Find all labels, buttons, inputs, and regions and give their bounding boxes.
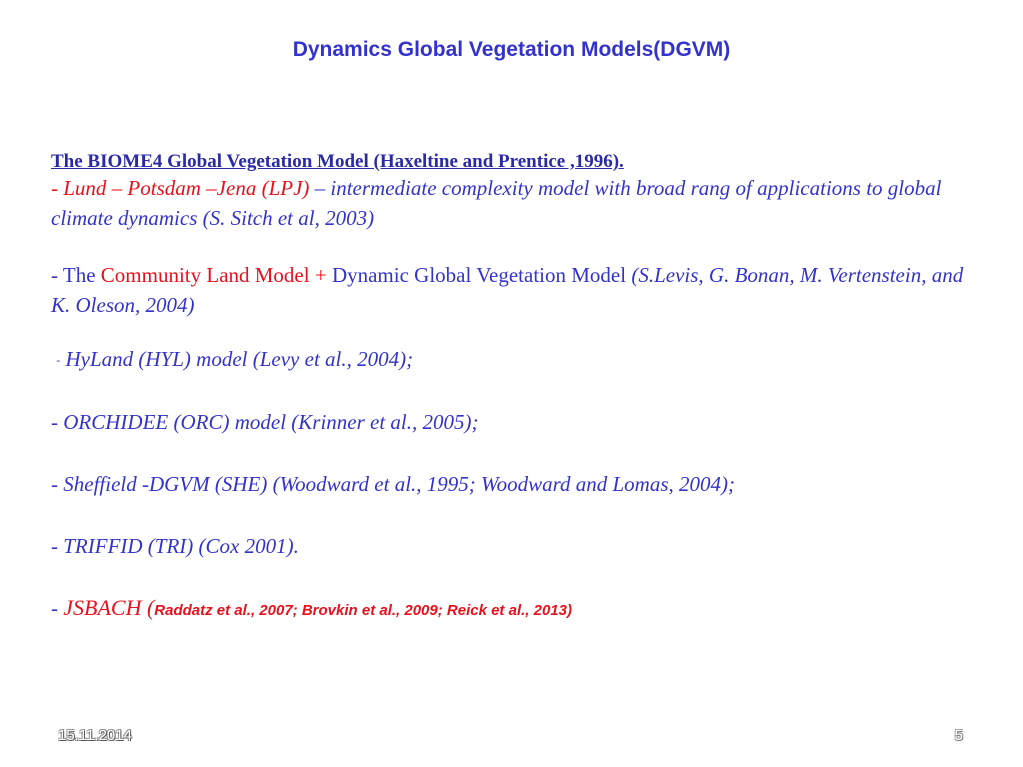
lpj-description: – intermediate complexity model with broad rang of applications to global climate dynamics (S. Sitch et al, 2003)	[51, 176, 942, 230]
slide-body	[51, 150, 986, 626]
community-land-model: Community Land Model	[100, 263, 310, 287]
clm-references: (S.Levis, G. Bonan, M. Vertenstein, and K. Oleson, 2004)	[51, 263, 964, 317]
lpj-dash: -	[51, 176, 64, 200]
sheffield-item: - Sheffield -DGVM (SHE) (Woodward et al., 1995; Woodward and Lomas, 2004);	[51, 472, 736, 496]
slide-title: Dynamics Global Vegetation Models(DGVM)	[292, 38, 731, 61]
jsbach-references: Raddatz et al., 2007; Brovkin et al., 2009; Reick et al., 2013)	[154, 602, 572, 619]
orchidee-item: - ORCHIDEE (ORC) model (Krinner et al., 2005);	[51, 410, 479, 434]
clm-paragraph	[51, 260, 986, 320]
page-number: 5	[954, 727, 963, 744]
dgvm-label: Dynamic Global Vegetation Model	[331, 263, 632, 287]
triffid-item: - TRIFFID (TRI) (Cox 2001).	[51, 534, 299, 558]
clm-plus: +	[309, 263, 332, 287]
hyland-text: HyLand (HYL) model (Levy et al., 2004);	[60, 347, 414, 371]
lpj-name: Lund – Potsdam –Jena (LPJ)	[63, 176, 310, 200]
hyland-dash: -	[56, 353, 61, 367]
jsbach-name: JSBACH (	[63, 595, 155, 620]
lpj-paragraph	[51, 173, 986, 233]
jsbach-dash: -	[51, 596, 64, 620]
footer-date: 15.11.2014	[58, 727, 132, 744]
jsbach-item	[51, 593, 986, 626]
biome4-heading: The BIOME4 Global Vegetation Model (Haxeltine and Prentice ,1996).	[51, 151, 624, 172]
clm-dash: - The	[51, 263, 101, 287]
hyland-item	[51, 344, 986, 375]
